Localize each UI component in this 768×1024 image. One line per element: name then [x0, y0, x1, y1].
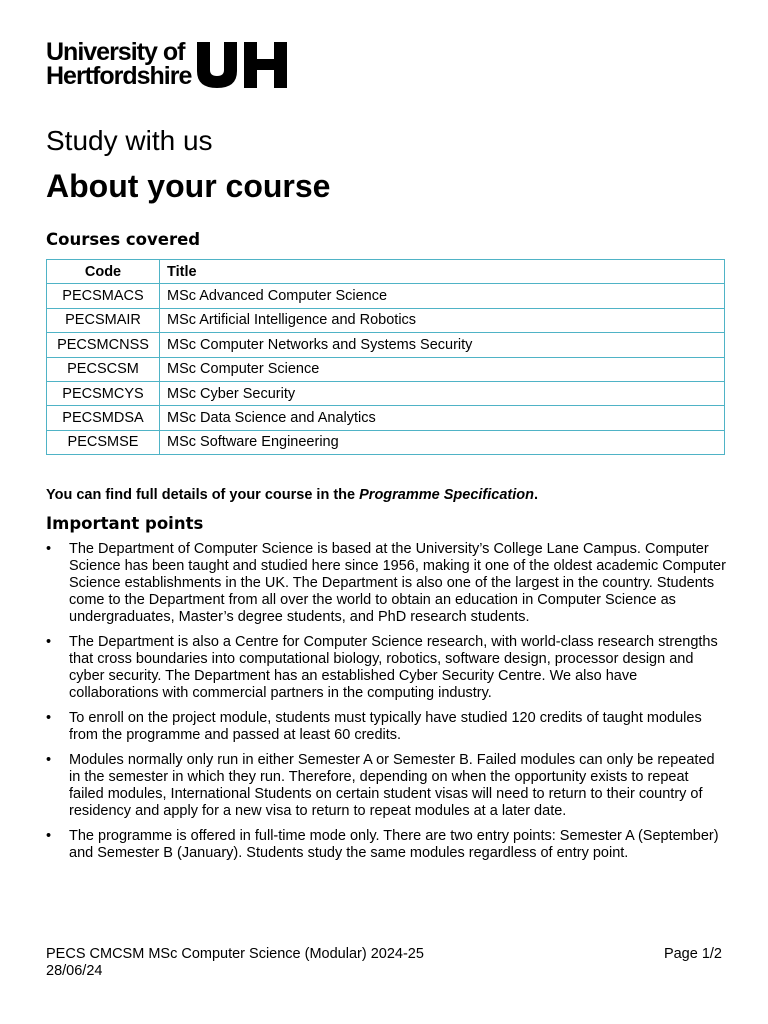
course-code: PECSMCYS — [47, 381, 160, 405]
page-pre-title: Study with us — [46, 125, 213, 156]
bullet-icon: • — [46, 752, 52, 768]
point-text: To enroll on the project module, students must typically have studied 120 credits of taught modules from the programme and passed at least 60 credits. — [69, 710, 702, 743]
logo-line-1: University of — [46, 38, 185, 66]
logo-wordmark — [46, 40, 191, 88]
course-code: PECSMACS — [47, 284, 160, 308]
point-text: The Department of Computer Science is based at the University’s College Lane Campus. Computer Science has been taught and studied here since 1956, making it one of the oldest academic Computer Science establishments in the UK. The Department is also one of the largest in the country. Students come to the Department from all over the world to obtain an education in Computer Science as undergraduates, Master’s degree students, and PhD research students. — [69, 541, 726, 625]
important-points-heading: Important points — [46, 514, 204, 533]
uh-mark-icon — [195, 42, 291, 88]
programme-spec-note — [46, 487, 538, 503]
column-header-title: Title — [160, 260, 725, 284]
details-end: . — [533, 487, 539, 503]
table-row — [47, 406, 725, 430]
programme-specification-link[interactable]: Programme Specification — [359, 487, 534, 503]
point-text: The programme is offered in full-time mode only. There are two entry points: Semester A (September) and Semester B (January). Students study the same modules regardless of entry point. — [69, 828, 719, 861]
course-title: MSc Computer Networks and Systems Security — [160, 333, 725, 357]
course-code: PECSMCNSS — [47, 333, 160, 357]
table-row — [47, 357, 725, 381]
table-row — [47, 430, 725, 454]
footer-document-info — [46, 946, 424, 980]
courses-covered-heading: Courses covered — [46, 230, 201, 249]
point-text: Modules normally only run in either Semester A or Semester B. Failed modules can only be repeated in the semester in which they run. Therefore, depending on when the opportunity exists to repeat failed modules, International Students on certain student visas will need to return to their country of residency and apply for a new visa to return to repeat modules at a later date. — [69, 752, 715, 819]
course-code: PECSMSE — [47, 430, 160, 454]
courses-table — [46, 259, 725, 455]
list-item — [46, 828, 726, 862]
footer-page-number: Page 1/2 — [663, 946, 722, 962]
bullet-icon: • — [46, 828, 52, 844]
list-item — [46, 752, 726, 820]
page-title: About your course — [46, 168, 331, 204]
table-row — [47, 308, 725, 332]
course-title: MSc Artificial Intelligence and Robotics — [160, 308, 725, 332]
important-points-list — [46, 541, 726, 870]
bullet-icon: • — [46, 710, 52, 726]
course-code: PECSMAIR — [47, 308, 160, 332]
footer-doc-name: PECS CMCSM MSc Computer Science (Modular) 2024-25 — [46, 946, 424, 962]
uh-logo-mark — [195, 42, 291, 88]
bullet-icon: • — [46, 634, 52, 650]
course-title: MSc Cyber Security — [160, 381, 725, 405]
column-header-code: Code — [47, 260, 160, 284]
course-title: MSc Computer Science — [160, 357, 725, 381]
table-row — [47, 381, 725, 405]
course-title: MSc Advanced Computer Science — [160, 284, 725, 308]
point-text: The Department is also a Centre for Computer Science research, with world-class research strengths that cross boundaries into computational biology, robotics, software design, processor design and cyber security. The Department has an established Cyber Security Centre. We also have collaborations with commercial partners in the computing industry. — [69, 634, 718, 701]
course-code: PECSMDSA — [47, 406, 160, 430]
table-row — [47, 284, 725, 308]
table-header-row — [47, 260, 725, 284]
footer-date: 28/06/24 — [46, 963, 103, 979]
list-item — [46, 541, 726, 626]
logo-line-2: Hertfordshire — [46, 62, 192, 90]
course-code: PECSCSM — [47, 357, 160, 381]
course-title: MSc Software Engineering — [160, 430, 725, 454]
bullet-icon: • — [46, 541, 52, 557]
details-text: You can find full details of your course in the — [46, 487, 360, 503]
course-title: MSc Data Science and Analytics — [160, 406, 725, 430]
list-item — [46, 634, 726, 702]
list-item — [46, 710, 726, 744]
university-logo — [46, 40, 291, 90]
table-row — [47, 333, 725, 357]
